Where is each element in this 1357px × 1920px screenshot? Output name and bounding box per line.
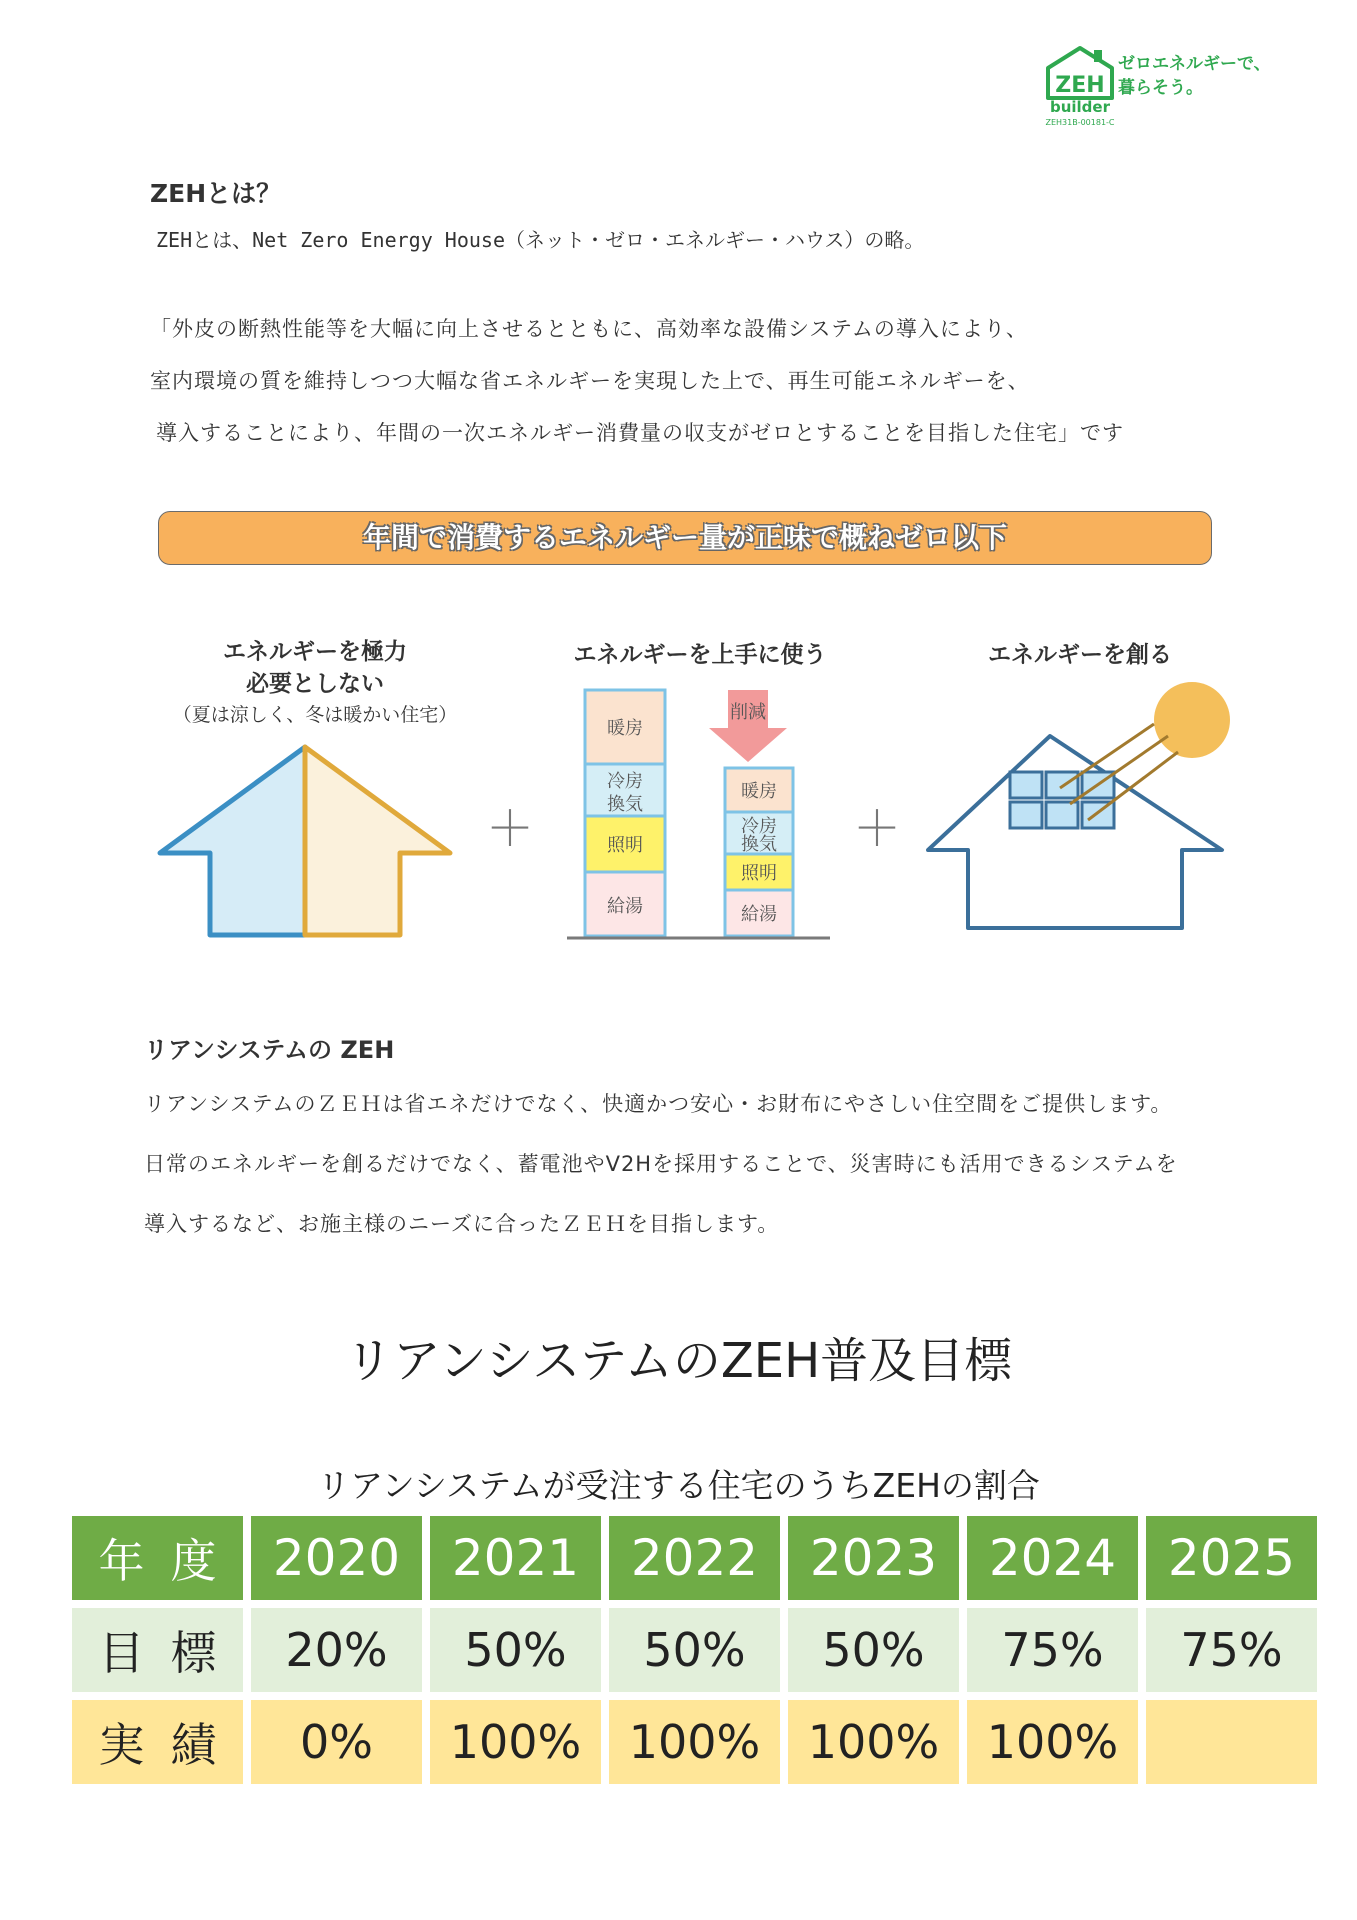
logo-tagline-line: ゼロエネルギーで、 bbox=[1118, 54, 1271, 74]
year-cell: 2020 bbox=[251, 1516, 422, 1600]
target-cell: 75% bbox=[1146, 1608, 1317, 1692]
plus-sign: ＋ bbox=[486, 801, 535, 857]
bar-label: 給湯 bbox=[607, 896, 643, 917]
actual-cell: 100% bbox=[788, 1700, 959, 1784]
zeh-goal-title: リアンシステムのZEH普及目標 bbox=[344, 1333, 1013, 1389]
zeh-house-icon bbox=[1040, 44, 1120, 100]
energy-bars-illustration bbox=[565, 680, 845, 952]
table-row-actuals bbox=[72, 1700, 1317, 1784]
bar-label: 冷房 bbox=[607, 771, 643, 792]
about-heading: ZEHとは？ bbox=[150, 179, 282, 208]
about-quote-line: 室内環境の質を維持しつつ大幅な省エネルギーを実現した上で、再生可能エネルギーを、 bbox=[150, 369, 1030, 393]
insulated-house-illustration bbox=[150, 735, 460, 945]
bar-label: 給湯 bbox=[741, 904, 777, 925]
logo-tagline bbox=[1118, 52, 1271, 100]
bar-label: 照明 bbox=[741, 863, 777, 884]
bar-label: 換気 bbox=[741, 834, 777, 855]
logo-tagline-line: 暮らそう。 bbox=[1118, 78, 1203, 98]
solar-house-illustration bbox=[920, 680, 1240, 930]
logo-builder-text: builder bbox=[1049, 98, 1110, 116]
sun-icon bbox=[1154, 682, 1230, 758]
year-cell: 2021 bbox=[430, 1516, 601, 1600]
year-cell: 2022 bbox=[609, 1516, 780, 1600]
diagram-insulation-subtitle: （夏は涼しく、冬は暖かい住宅） bbox=[172, 704, 458, 726]
bar-label: 暖房 bbox=[607, 718, 643, 739]
actual-cell bbox=[1146, 1700, 1317, 1784]
plus-sign: ＋ bbox=[853, 801, 902, 857]
about-quote-line: 「外皮の断熱性能等を大幅に向上させるとともに、高効率な設備システムの導入により、 bbox=[150, 317, 1028, 341]
table-row-targets bbox=[72, 1608, 1317, 1692]
target-cell: 50% bbox=[430, 1608, 601, 1692]
diagram-insulation-title bbox=[140, 636, 490, 700]
diagram-efficiency-title: エネルギーを上手に使う bbox=[573, 642, 827, 668]
reduce-label: 削減 bbox=[730, 702, 766, 723]
year-cell: 2024 bbox=[967, 1516, 1138, 1600]
rian-text-line: 日常のエネルギーを創るだけでなく、蓄電池やV2Hを採用することで、災害時にも活用できるシステムを bbox=[144, 1152, 1178, 1176]
zero-energy-banner: 年間で消費するエネルギー量が正味で概ねゼロ以下 bbox=[158, 511, 1212, 565]
logo-letters: ZEH bbox=[1055, 73, 1105, 98]
diagram-create-title: エネルギーを創る bbox=[988, 642, 1172, 668]
target-cell: 50% bbox=[788, 1608, 959, 1692]
target-cell: 50% bbox=[609, 1608, 780, 1692]
actual-cell: 100% bbox=[609, 1700, 780, 1784]
rian-text-line: リアンシステムのＺＥＨは省エネだけでなく、快適かつ安心・お財布にやさしい住空間をご提供します。 bbox=[144, 1092, 1173, 1116]
row-header-year: 年度 bbox=[72, 1516, 243, 1600]
diagram-insulation-title-line: 必要としない bbox=[246, 671, 384, 697]
table-row-years bbox=[72, 1516, 1317, 1600]
bar-label: 照明 bbox=[607, 835, 643, 856]
target-cell: 75% bbox=[967, 1608, 1138, 1692]
zeh-builder-logo bbox=[1040, 44, 1280, 134]
about-quote-line: 導入することにより、年間の一次エネルギー消費量の収支がゼロとすることを目指した住宅」です bbox=[156, 421, 1124, 445]
diagram-insulation-title-line: エネルギーを極力 bbox=[223, 639, 407, 665]
rian-text-line: 導入するなど、お施主様のニーズに合ったＺＥＨを目指します。 bbox=[144, 1212, 780, 1236]
year-cell: 2023 bbox=[788, 1516, 959, 1600]
logo-code: ZEH31B-00181-C bbox=[1045, 118, 1115, 127]
bar-label: 冷房 bbox=[741, 816, 777, 837]
year-cell: 2025 bbox=[1146, 1516, 1317, 1600]
actual-cell: 0% bbox=[251, 1700, 422, 1784]
row-header-actual: 実績 bbox=[72, 1700, 243, 1784]
about-definition: ZEHとは、Net Zero Energy House（ネット・ゼロ・エネルギー・ハウス）の略。 bbox=[156, 228, 925, 252]
actual-cell: 100% bbox=[430, 1700, 601, 1784]
actual-cell: 100% bbox=[967, 1700, 1138, 1784]
zeh-goal-table bbox=[64, 1508, 1325, 1792]
rian-heading: リアンシステムの ZEH bbox=[144, 1036, 395, 1064]
target-cell: 20% bbox=[251, 1608, 422, 1692]
bar-label: 換気 bbox=[607, 794, 643, 815]
bar-label: 暖房 bbox=[741, 781, 777, 802]
row-header-target: 目標 bbox=[72, 1608, 243, 1692]
reduce-arrow-icon bbox=[709, 690, 787, 762]
zeh-goal-subtitle: リアンシステムが受注する住宅のうちZEHの割合 bbox=[317, 1466, 1040, 1505]
